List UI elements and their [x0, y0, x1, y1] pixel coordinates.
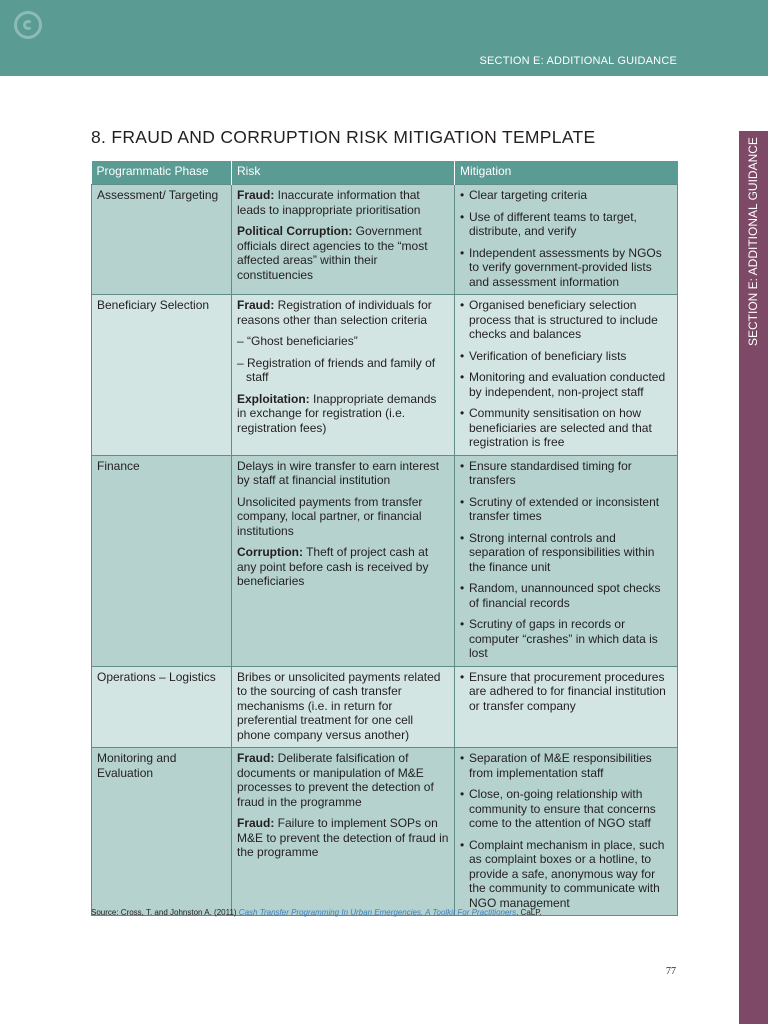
risk-cell [232, 185, 455, 295]
source-citation [91, 908, 542, 917]
mitigation-item: • Strong internal controls and separation of responsibilities within the finance unit [460, 531, 672, 575]
mitigation-item: • Organised beneficiary selection process that is structured to include checks and balances [460, 298, 672, 342]
calp-logo-icon [14, 11, 42, 39]
sidebar-label-wrap [739, 131, 768, 356]
risk-description: Deliberate falsification of documents or manipulation of M&E processes to prevent the detection of fraud in the programme [237, 751, 434, 809]
risk-type-label: Fraud: [237, 816, 275, 830]
mitigation-item: • Use of different teams to target, distribute, and verify [460, 210, 672, 239]
mitigation-cell [455, 666, 678, 748]
mitigation-item: • Monitoring and evaluation conducted by independent, non-project staff [460, 370, 672, 399]
table-row [92, 455, 678, 666]
mitigation-list [460, 188, 672, 289]
risk-item [237, 334, 449, 349]
source-prefix: Source: Cross, T. and Johnston A. (2011) [91, 908, 239, 917]
mitigation-cell [455, 185, 678, 295]
mitigation-item: • Separation of M&E responsibilities from implementation staff [460, 751, 672, 780]
header-bar [0, 0, 768, 76]
risk-item [237, 816, 449, 860]
risk-type-label: Fraud: [237, 751, 275, 765]
mitigation-item: • Complaint mechanism in place, such as complaint boxes or a hotline, to provide a safe, anonymous way for the community to communicate with NGO management [460, 838, 672, 911]
risk-cell [232, 748, 455, 916]
risk-description: Bribes or unsolicited payments related to the sourcing of cash transfer mechanisms (i.e. in return for preferential treatment for one cell phone company versus another) [237, 669, 441, 742]
mitigation-item: • Clear targeting criteria [460, 188, 672, 203]
mitigation-list [460, 459, 672, 661]
risk-description: Delays in wire transfer to earn interest by staff at financial institution [237, 458, 440, 487]
risk-item [237, 188, 449, 217]
mitigation-item: • Community sensitisation on how beneficiaries are selected and that registration is free [460, 406, 672, 450]
risk-description: Government officials direct agencies to the “most affected areas” within their constituencies [237, 224, 428, 282]
risk-cell [232, 455, 455, 666]
risk-item [237, 459, 449, 488]
risk-description: Inappropriate demands in exchange for registration (i.e. registration fees) [237, 391, 437, 435]
risk-item [237, 224, 449, 282]
mitigation-item: • Ensure that procurement procedures are adhered to for financial institution or transfer company [460, 670, 672, 714]
column-header-phase: Programmatic Phase [92, 161, 232, 185]
risk-description: Registration of individuals for reasons other than selection criteria [237, 298, 432, 327]
risk-mitigation-table [91, 161, 678, 916]
mitigation-list [460, 670, 672, 714]
risk-cell [232, 295, 455, 456]
table-row [92, 185, 678, 295]
risk-description: – “Ghost beneficiaries” [237, 334, 358, 348]
mitigation-item: • Scrutiny of extended or inconsistent transfer times [460, 495, 672, 524]
risk-description: Inaccurate information that leads to inappropriate prioritisation [237, 188, 421, 217]
phase-cell: Monitoring and Evaluation [92, 748, 232, 916]
risk-type-label: Political Corruption: [237, 224, 353, 238]
table-header-row [92, 161, 678, 185]
risk-type-label: Fraud: [237, 298, 275, 312]
mitigation-cell [455, 748, 678, 916]
mitigation-item: • Scrutiny of gaps in records or computer “crashes” in which data is lost [460, 617, 672, 661]
mitigation-cell [455, 455, 678, 666]
risk-description: – Registration of friends and family of staff [237, 355, 436, 384]
mitigation-item: • Close, on-going relationship with community to ensure that concerns come to the attention of NGO staff [460, 787, 672, 831]
phase-cell: Finance [92, 455, 232, 666]
mitigation-item: • Independent assessments by NGOs to verify government-provided lists and assessment information [460, 246, 672, 290]
column-header-mitigation: Mitigation [455, 161, 678, 185]
source-link[interactable]: Cash Transfer Programming In Urban Emergencies. A Toolkit For Practitioners [238, 908, 517, 917]
source-suffix: . CaLP. [516, 908, 542, 917]
risk-description: Unsolicited payments from transfer company, local partner, or financial institutions [237, 494, 423, 538]
risk-type-label: Exploitation: [237, 391, 310, 406]
mitigation-list [460, 751, 672, 910]
risk-item [237, 751, 449, 809]
phase-cell: Assessment/ Targeting [92, 185, 232, 295]
mitigation-list [460, 298, 672, 450]
page-number: 77 [666, 966, 676, 977]
header-section-label: SECTION E: ADDITIONAL GUIDANCE [479, 55, 677, 67]
phase-cell: Beneficiary Selection [92, 295, 232, 456]
table-row [92, 748, 678, 916]
risk-item [237, 356, 449, 385]
phase-cell: Operations – Logistics [92, 666, 232, 748]
mitigation-item: • Verification of beneficiary lists [460, 349, 672, 364]
risk-item [237, 298, 449, 327]
risk-description: Theft of project cash at any point before cash is received by beneficiaries [237, 545, 429, 588]
risk-type-label: Fraud: [237, 188, 275, 202]
page-title: 8. FRAUD AND CORRUPTION RISK MITIGATION TEMPLATE [91, 127, 596, 147]
mitigation-cell [455, 295, 678, 456]
mitigation-item: • Random, unannounced spot checks of financial records [460, 581, 672, 610]
risk-description: Failure to implement SOPs on M&E to prevent the detection of fraud in the programme [237, 816, 449, 859]
column-header-risk: Risk [232, 161, 455, 185]
risk-item [237, 495, 449, 539]
risk-item [237, 392, 449, 436]
mitigation-item: • Ensure standardised timing for transfers [460, 459, 672, 488]
section-sidebar [739, 131, 768, 1024]
risk-item [237, 545, 449, 589]
table-row [92, 295, 678, 456]
risk-item [237, 670, 449, 743]
risk-type-label: Corruption: [237, 545, 303, 559]
risk-cell [232, 666, 455, 748]
table-row [92, 666, 678, 748]
sidebar-section-label: SECTION E: ADDITIONAL GUIDANCE [746, 137, 760, 346]
